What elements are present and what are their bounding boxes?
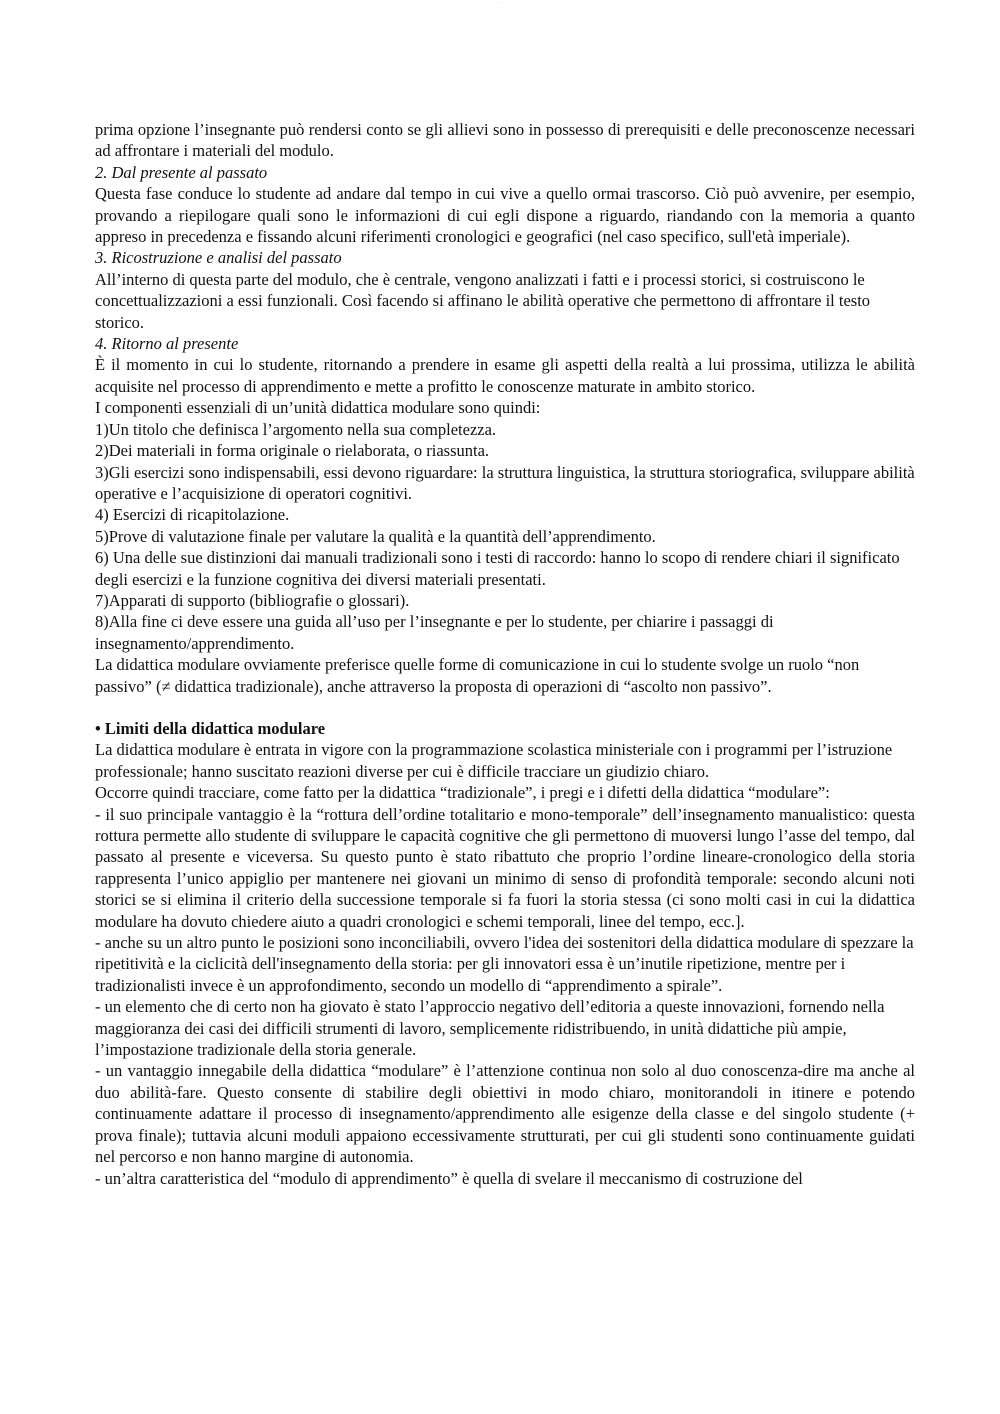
- components-intro: I componenti essenziali di un’unità didattica modulare sono quindi:: [95, 398, 541, 418]
- header-mark: · · · · ·: [494, 0, 506, 5]
- phase-4-text: È il momento in cui lo studente, ritornando a prendere in esame gli aspetti della realtà a lui prossima, utilizza le abilità acquisite nel processo di apprendimento e mette a profitto le conoscenze maturate in ambito storico.: [95, 355, 915, 396]
- list-item: 7)Apparati di supporto (bibliografie o glossari).: [95, 590, 410, 610]
- limits-intro-2: Occorre quindi tracciare, come fatto per la didattica “tradizionale”, i pregi e i difetti della didattica “modulare”:: [95, 783, 830, 803]
- list-item: 8)Alla fine ci deve essere una guida all’uso per l’insegnante e per lo studente, per chiarire i passaggi di insegnamento/apprendimento.: [95, 612, 774, 653]
- limits-point: - un vantaggio innegabile della didattica “modulare” è l’attenzione continua non solo al duo conoscenza-dire ma anche al duo abilità-fare. Questo consente di stabilire degli obiettivi in modo chiaro, monitorandoli in itinere e potendo continuamente adattare il processo di insegnamento/apprendimento alle esigenze della classe e del singolo studente (+ prova finale); tuttavia alcuni moduli appaiono eccessivamente strutturati, per cui gli studenti sono continuamente guidati nel percorso e non hanno margine di autonomia.: [95, 1061, 915, 1167]
- limits-point: - un elemento che di certo non ha giovato è stato l’approccio negativo dell’editoria a queste innovazioni, fornendo nella maggioranza dei casi dei difficili strumenti di lavoro, semplicemente ridistribuendo, in unità didattiche più ampie, l’impostazione tradizionale della storia generale.: [95, 997, 885, 1060]
- phase-2-title: 2. Dal presente al passato: [95, 162, 268, 182]
- limits-point: - un’altra caratteristica del “modulo di apprendimento” è quella di svelare il meccanismo di costruzione del: [95, 1168, 803, 1188]
- phase-3-text: All’interno di questa parte del modulo, che è centrale, vengono analizzati i fatti e i processi storici, si costruiscono le concettualizzazioni a essi funzionali. Così facendo si affinano le abilità operative che permettono di affrontare il testo storico.: [95, 269, 871, 332]
- list-item: 5)Prove di valutazione finale per valutare la qualità e la quantità dell’apprendimento.: [95, 526, 656, 546]
- section-heading: • Limiti della didattica modulare: [95, 718, 326, 738]
- phase-4-title: 4. Ritorno al presente: [95, 334, 239, 354]
- limits-point: - il suo principale vantaggio è la “rottura dell’ordine totalitario e mono-temporale” dell’insegnamento manualistico: questa rottura permette allo studente di sviluppare le capacità cognitive che gli permettono di muoversi lungo l’asse del tempo, dal passato al presente e viceversa. Su questo punto è stato ribattuto che proprio l’ordine lineare-cronologico della storia rappresenta l’unico appiglio per mantenere nei giovani un minimo di senso di profondità temporale: secondo alcuni noti storici se si elimina il criterio della successione temporale si fa fuori la storia stessa (ci sono molti casi in cui la didattica modulare ha dovuto chiedere aiuto a quadri cronologici e schemi temporali, linee del tempo, ecc.].: [95, 804, 915, 931]
- list-item: 6) Una delle sue distinzioni dai manuali tradizionali sono i testi di raccordo: hanno lo scopo di rendere chiari il significato degli esercizi e la funzione cognitiva dei diversi materiali presentati.: [95, 548, 900, 589]
- intro-paragraph: prima opzione l’insegnante può rendersi conto se gli allievi sono in possesso di prerequisiti e delle preconoscenze necessari ad affrontare i materiali del modulo.: [95, 120, 915, 161]
- list-item: 1)Un titolo che definisca l’argomento nella sua completezza.: [95, 419, 497, 439]
- limits-intro: La didattica modulare è entrata in vigore con la programmazione scolastica ministeriale con i programmi per l’istruzione professionale; hanno suscitato reazioni diverse per cui è difficile tracciare un giudizio chiaro.: [95, 740, 893, 781]
- document-body: [95, 119, 915, 1189]
- phase-3-title: 3. Ricostruzione e analisi del passato: [95, 248, 342, 268]
- list-item: 3)Gli esercizi sono indispensabili, essi devono riguardare: la struttura linguistica, la struttura storiografica, sviluppare abilità operative e l’acquisizione di operatori cognitivi.: [95, 462, 915, 503]
- section-spacer: [95, 697, 915, 718]
- list-item: 2)Dei materiali in forma originale o rielaborata, o riassunta.: [95, 441, 490, 461]
- list-item: 4) Esercizi di ricapitolazione.: [95, 505, 290, 525]
- phase-2-text: Questa fase conduce lo studente ad andare dal tempo in cui vive a quello ormai trascorso. Ciò può avvenire, per esempio, provando a riepilogare quali sono le informazioni di cui egli dispone a riguardo, riandando con la memoria a quanto appreso in precedenza e fissando alcuni riferimenti cronologici e geografici (nel caso specifico, sull'età imperiale).: [95, 184, 915, 247]
- limits-point: - anche su un altro punto le posizioni sono inconciliabili, ovvero l'idea dei sostenitori della didattica modulare di spezzare la ripetitività e la ciclicità dell'insegnamento della storia: per gli innovatori essa è un’inutile ripetizione, mentre per i tradizionalisti invece è un approfondimento, secondo un modello di “apprendimento a spirale”.: [95, 933, 914, 995]
- closing-paragraph: La didattica modulare ovviamente preferisce quelle forme di comunicazione in cui lo studente svolge un ruolo “non passivo” (≠ didattica tradizionale), anche attraverso la proposta di operazioni di “ascolto non passivo”.: [95, 655, 860, 696]
